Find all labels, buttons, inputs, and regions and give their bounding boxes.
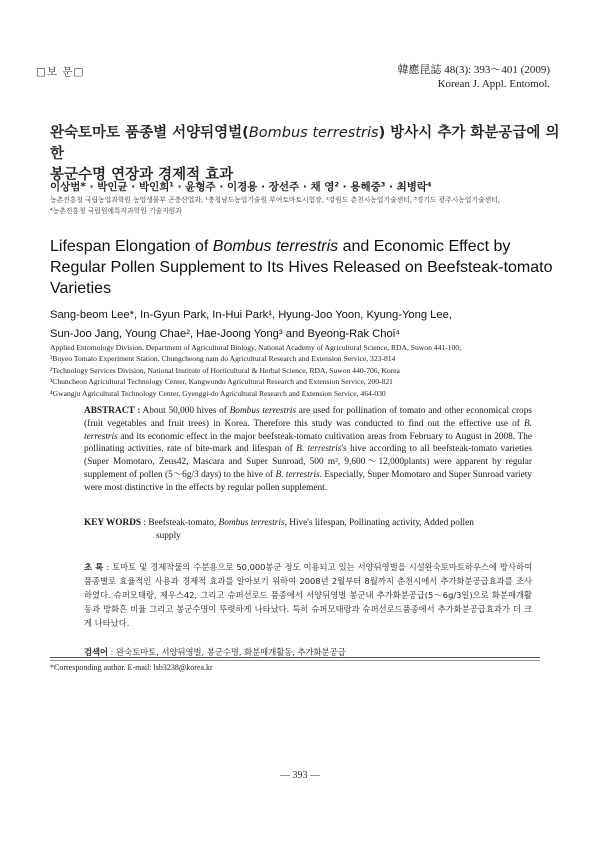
korean-title-part1: 완숙토마토 품종별 서양뒤영벌( <box>50 125 249 141</box>
abstract <box>84 405 532 495</box>
affiliation: Applied Entomology Division, Department of Agricultural Biology, National Academy of Agricultural Science, RDA, Suwon 441-100; <box>50 343 462 352</box>
journal-citation-line1: 韓應昆誌 48(3): 393～401 (2009) <box>397 64 550 76</box>
english-title-species: Bombus terrestris <box>212 238 339 255</box>
korean-affiliations <box>50 195 570 217</box>
footnote-divider <box>50 657 540 658</box>
korean-title-part2: ) 방사시 추가 화분공급에 의한 <box>50 125 560 162</box>
keywords-label: KEY WORDS <box>84 518 142 528</box>
korean-authors: 이상범* · 박인균 · 박인희¹ · 윤형주 · 이경용 · 장선주 · 채 영² · 용해중³ · 최병락⁴ <box>50 181 432 193</box>
abstract-text: and its economic effect in the major beefsteak-tomato cultivation areas from February to August in 2008. The pollinating activities, rate of bite-mark and lifespan of <box>84 431 532 455</box>
keywords-text: : Beefsteak-tomato, <box>141 518 219 528</box>
korean-keywords-label: 검색어 <box>84 647 109 657</box>
english-title-part1: Lifespan Elongation of <box>50 238 213 255</box>
korean-abstract-label: 초 록 <box>84 562 104 572</box>
journal-citation-line2: Korean J. Appl. Entomol. <box>437 78 550 90</box>
abstract-species: B. terrestris <box>296 444 342 455</box>
english-affiliations <box>50 342 570 399</box>
english-title-line2: Regular Pollen Supplement to Its Hives Released on Beefsteak-tomato <box>50 259 553 276</box>
english-title <box>50 236 560 299</box>
korean-title-line2: 봉군수명 연장과 경제적 효과 <box>50 167 234 183</box>
journal-citation <box>398 63 550 91</box>
english-title-part2: and Economic Effect by <box>338 238 511 255</box>
english-authors-line1: Sang-beom Lee*, In-Gyun Park, In-Hui Park¹, Hyung-Joo Yoon, Kyung-Yong Lee, <box>50 309 452 321</box>
footnote-divider <box>50 660 540 661</box>
english-authors-line2: Sun-Joo Jang, Young Chae², Hae-Joong Yong³ and Byeong-Rak Choi⁴ <box>50 328 400 340</box>
affiliation: ²Technology Services Division, National Institute of Horticultural & Herbal Science, RDA, Suwon 440-706, Korea <box>50 365 400 375</box>
abstract-text: are used for pollination of tomato and other economical crops (fruit vegetables and fruit trees) in Korea. Therefore this study was conducted to find out the effective use of <box>84 406 532 429</box>
affiliation: ⁴Gwangju Agricultural Technology Center, Gyenggi-do Agricultural Research and Extension Service, 464-030 <box>50 388 386 398</box>
english-authors <box>50 306 570 344</box>
abstract-text: . Especially, Super Momotaro and Super Sunroad variety were most distinctive in the effects by regular pollen supplement. <box>84 469 532 493</box>
keywords-species: Bombus terrestris <box>218 518 285 528</box>
abstract-label: ABSTRACT : <box>84 406 141 416</box>
abstract-text: About 50,000 hives of <box>140 406 230 416</box>
abstract-species: B. terrestris <box>84 418 532 442</box>
corresponding-author-footnote: *Corresponding author. E-mail: lsb3238@korea.kr <box>50 663 213 672</box>
page-number: — 393 — <box>280 770 320 781</box>
korean-abstract <box>84 560 532 630</box>
keywords-text: supply <box>156 531 181 541</box>
korean-affil-line2: ⁴농촌진흥청 국립원예특작과학원 기술지원과 <box>50 207 182 215</box>
korean-keywords-text: : 완숙토마토, 서양뒤영벌, 봉군수명, 화분매개활동, 추가화분공급 <box>108 647 346 657</box>
korean-title-species: Bombus terrestris <box>248 125 379 141</box>
korean-title <box>50 123 560 186</box>
affiliation: ¹Buyeo Tomato Experiment Station, Chungcheong nam do Agricultural Research and Extension Service, 323-814 <box>50 354 396 364</box>
korean-affil-line1: 농촌진흥청 국립농업과학원 농업생물부 곤충산업과, ¹충청남도농업기술원 부여토마토시험장, ²강원도 춘천시농업기술센터, ³경기도 광주시농업기술센터, <box>50 196 500 204</box>
korean-abstract-text: : 토마토 및 경제작물의 수분용으로 50,000봉군 정도 이용되고 있는 서양뒤영벌을 시설완숙토마토하우스에 방사하여 품종별로 효율적인 사용과 경제적 효과를 알아보기 위하여 2008년 2월부터 8월까지 춘천시에서 추가화분공급효과를 조사하였다. 슈퍼모태랑, 제우스42, 그리고 슈퍼선로드 품종에서 서양뒤영벌 봉군내 추가화분공급(5～6g/3일)으로 화분매개활동과 방화흔 비율 그리고 봉군수명이 뚜렷하게 나타났다. 특히 슈퍼모태랑과 슈퍼선로드품종에서 추가화분공급효과가 더 크게 나타났다. <box>84 562 532 628</box>
article-type: □보 문□ <box>36 66 85 78</box>
abstract-species: B. terrestris <box>275 469 320 480</box>
english-title-line3: Varieties <box>50 280 112 297</box>
keywords <box>84 517 532 543</box>
abstract-text: 's hive according to all beefsteak-tomato varieties (Super Momotaro, Zeus42, Mascara and Super Sunroad, 500 m², 9,600～12,000plants) were apparent by regular supplement of pollen (5～6g/3 days) to the hive of <box>84 444 532 480</box>
affiliation: ³Chuncheon Agricultural Technology Center, Kangwondo Agricultural Research and Extension Service, 200-821 <box>50 377 393 387</box>
abstract-species: Bombus terrestris <box>229 406 297 416</box>
keywords-text: , Hive's lifespan, Pollinating activity, Added pollen <box>284 518 474 528</box>
